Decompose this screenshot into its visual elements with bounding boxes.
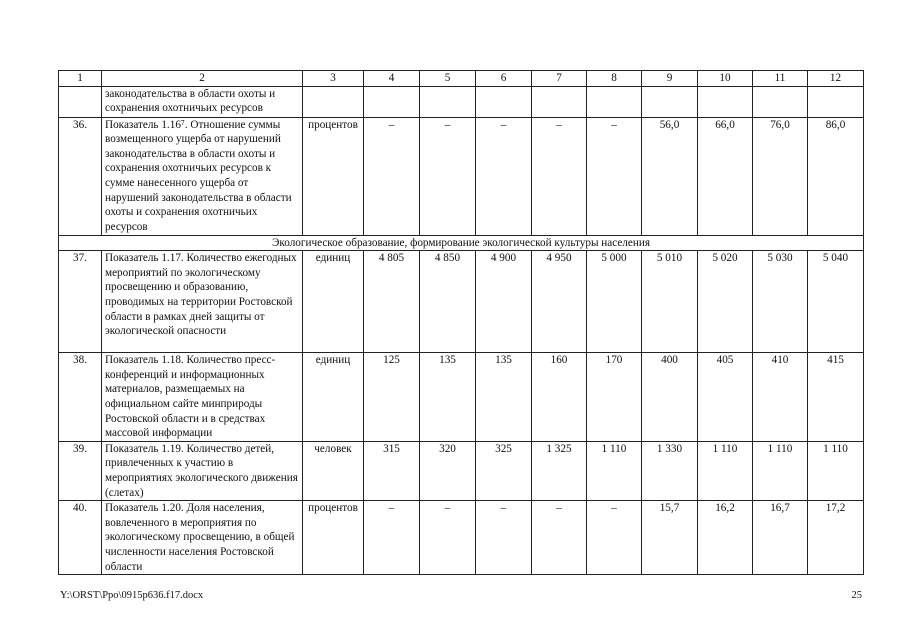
- indicator-value: 400: [642, 353, 698, 442]
- row-number: [59, 86, 102, 117]
- unit-of-measure: единиц: [303, 353, 364, 442]
- table-row: [59, 117, 864, 235]
- indicator-value: 405: [698, 353, 753, 442]
- indicator-value: [364, 86, 420, 117]
- column-header: 1: [59, 71, 102, 87]
- indicators-table: [58, 70, 864, 575]
- indicator-value: 76,0: [753, 117, 808, 235]
- indicator-value: 325: [476, 441, 532, 500]
- table-row: [59, 441, 864, 500]
- indicator-description: Показатель 1.17. Количество ежегодных мероприятий по экологическому просвещению и образованию, проводимых на территории Ростовской области в рамках дней защиты от экологической опасности: [102, 251, 303, 353]
- indicator-value: 56,0: [642, 117, 698, 235]
- unit-of-measure: [303, 86, 364, 117]
- indicator-value: –: [476, 501, 532, 575]
- column-header: 11: [753, 71, 808, 87]
- row-number: 38.: [59, 353, 102, 442]
- indicator-value: 5 020: [698, 251, 753, 353]
- column-header: 2: [102, 71, 303, 87]
- indicator-value: [476, 86, 532, 117]
- indicator-value: 410: [753, 353, 808, 442]
- indicator-value: 15,7: [642, 501, 698, 575]
- indicator-value: 1 110: [698, 441, 753, 500]
- footer-file-path: Y:\ORST\Ppo\0915p636.f17.docx: [60, 590, 204, 601]
- table-row: [59, 251, 864, 353]
- indicator-value: –: [364, 117, 420, 235]
- indicator-value: –: [532, 117, 587, 235]
- column-header: 3: [303, 71, 364, 87]
- indicator-description: Показатель 1.18. Количество пресс-конференций и информационных материалов, размещаемых на официальном сайте минприроды Ростовской области и в средствах массовой информации: [102, 353, 303, 442]
- indicator-value: 5 000: [587, 251, 642, 353]
- indicator-value: 1 325: [532, 441, 587, 500]
- indicator-value: 4 950: [532, 251, 587, 353]
- indicator-value: 5 030: [753, 251, 808, 353]
- unit-of-measure: единиц: [303, 251, 364, 353]
- row-number: 37.: [59, 251, 102, 353]
- indicator-value: –: [476, 117, 532, 235]
- unit-of-measure: человек: [303, 441, 364, 500]
- section-title: Экологическое образование, формирование экологической культуры населения: [59, 235, 864, 251]
- indicator-value: –: [532, 501, 587, 575]
- indicator-value: –: [587, 501, 642, 575]
- indicator-value: [642, 86, 698, 117]
- indicator-value: 5 010: [642, 251, 698, 353]
- indicator-value: [587, 86, 642, 117]
- indicator-value: –: [420, 117, 476, 235]
- indicator-value: 4 805: [364, 251, 420, 353]
- indicator-value: 5 040: [808, 251, 864, 353]
- indicator-value: 315: [364, 441, 420, 500]
- column-header: 10: [698, 71, 753, 87]
- indicator-value: 1 110: [587, 441, 642, 500]
- column-header: 9: [642, 71, 698, 87]
- table-row: [59, 86, 864, 117]
- indicator-value: 320: [420, 441, 476, 500]
- indicator-value: 135: [420, 353, 476, 442]
- table-row: [59, 353, 864, 442]
- indicator-value: 4 900: [476, 251, 532, 353]
- indicator-value: [532, 86, 587, 117]
- indicator-value: 415: [808, 353, 864, 442]
- indicator-value: 1 110: [753, 441, 808, 500]
- column-header: 6: [476, 71, 532, 87]
- table-row: [59, 501, 864, 575]
- unit-of-measure: процентов: [303, 117, 364, 235]
- indicator-value: 86,0: [808, 117, 864, 235]
- table-header-row: [59, 71, 864, 87]
- indicator-value: 16,2: [698, 501, 753, 575]
- indicator-value: 16,7: [753, 501, 808, 575]
- indicator-value: [420, 86, 476, 117]
- indicator-value: [808, 86, 864, 117]
- column-header: 7: [532, 71, 587, 87]
- indicator-value: 66,0: [698, 117, 753, 235]
- indicator-value: 135: [476, 353, 532, 442]
- indicator-value: 17,2: [808, 501, 864, 575]
- indicator-value: 1 110: [808, 441, 864, 500]
- indicator-value: [753, 86, 808, 117]
- column-header: 5: [420, 71, 476, 87]
- indicator-value: [698, 86, 753, 117]
- indicator-value: –: [420, 501, 476, 575]
- unit-of-measure: процентов: [303, 501, 364, 575]
- indicator-description: Показатель 1.20. Доля населения, вовлеченного в мероприятия по экологическому просвещению, в общей численности населения Ростовской области: [102, 501, 303, 575]
- indicator-value: 4 850: [420, 251, 476, 353]
- row-number: 40.: [59, 501, 102, 575]
- indicator-description: Показатель 1.16⁷. Отношение суммы возмещенного ущерба от нарушений законодательства в области охоты и сохранения охотничьих ресурсов к сумме нанесенного ущерба от нарушений законодательства в области охоты и сохранения охотничьих ресурсов: [102, 117, 303, 235]
- section-row: [59, 235, 864, 251]
- indicator-value: 170: [587, 353, 642, 442]
- column-header: 4: [364, 71, 420, 87]
- footer-page-number: 25: [851, 590, 862, 601]
- indicator-value: 125: [364, 353, 420, 442]
- row-number: 36.: [59, 117, 102, 235]
- row-number: 39.: [59, 441, 102, 500]
- indicator-description: Показатель 1.19. Количество детей, привлеченных к участию в мероприятиях экологического движения (слетах): [102, 441, 303, 500]
- indicator-value: –: [587, 117, 642, 235]
- indicator-value: 160: [532, 353, 587, 442]
- column-header: 12: [808, 71, 864, 87]
- indicator-value: –: [364, 501, 420, 575]
- indicator-description: законодательства в области охоты и сохранения охотничьих ресурсов: [102, 86, 303, 117]
- indicator-value: 1 330: [642, 441, 698, 500]
- column-header: 8: [587, 71, 642, 87]
